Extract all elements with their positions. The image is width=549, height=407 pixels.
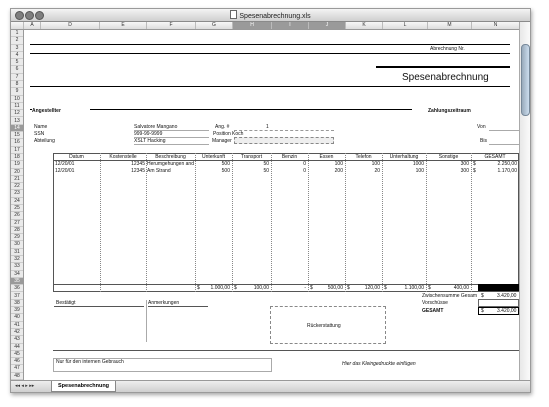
table-header-cell[interactable]: Sonstige: [438, 154, 459, 160]
ssn-label: SSN: [34, 131, 45, 137]
row-header[interactable]: 31: [11, 249, 23, 256]
table-cell[interactable]: $: [473, 161, 476, 167]
column-header-m[interactable]: M: [428, 22, 472, 29]
von-label: Von: [477, 124, 486, 130]
column-header-k[interactable]: K: [346, 22, 383, 29]
zahlungszeitraum-heading: Zahlungszeitraum: [428, 108, 471, 114]
table-cell[interactable]: 12345: [131, 161, 145, 167]
total-cell[interactable]: $: [310, 285, 313, 291]
table-cell[interactable]: Am Strand: [147, 168, 171, 174]
position-value[interactable]: Koch: [232, 131, 244, 137]
total-cell[interactable]: 1.000,00: [210, 285, 230, 291]
field-underline: [134, 137, 209, 138]
row-header[interactable]: 17: [11, 147, 23, 154]
table-header-cell[interactable]: Beschreibung: [155, 154, 186, 160]
row-header[interactable]: 8: [11, 81, 23, 88]
table-cell[interactable]: 2.250,00: [497, 161, 517, 167]
row-header[interactable]: 15: [11, 132, 23, 139]
vorschuesse-field[interactable]: [478, 299, 519, 307]
column-header-n[interactable]: N: [472, 22, 520, 29]
row-header[interactable]: 30: [11, 241, 23, 248]
column-header-f[interactable]: F: [147, 22, 196, 29]
table-cell[interactable]: 12345: [131, 168, 145, 174]
table-cell[interactable]: 20: [374, 168, 380, 174]
signature-line: [54, 306, 144, 307]
field-underline: [134, 130, 209, 131]
row-header[interactable]: 43: [11, 336, 23, 343]
column-header-a[interactable]: A: [24, 22, 41, 29]
row-header[interactable]: 36: [11, 285, 23, 292]
name-label: Name: [34, 124, 48, 130]
row-header[interactable]: 13: [11, 118, 23, 125]
total-cell[interactable]: 100,00: [253, 285, 269, 291]
table-header-cell[interactable]: Benzin: [281, 154, 298, 160]
table-cell[interactable]: $: [473, 168, 476, 174]
window-title: Spesenabrechnung.xls: [11, 10, 530, 20]
table-cell[interactable]: 100: [334, 161, 343, 167]
row-header[interactable]: 4: [11, 52, 23, 59]
row-header[interactable]: 48: [11, 373, 23, 380]
notes-divider: [146, 300, 147, 342]
row-header[interactable]: 19: [11, 161, 23, 168]
gesamt-label: GESAMT: [422, 308, 444, 314]
select-all-corner[interactable]: [11, 22, 24, 29]
vorschuesse-label: Vorschüsse: [422, 300, 448, 306]
column-header-g[interactable]: G: [196, 22, 233, 29]
row-header[interactable]: 25: [11, 205, 23, 212]
row-header[interactable]: 3: [11, 45, 23, 52]
total-cell[interactable]: 400,00: [453, 285, 469, 291]
total-cell[interactable]: $: [384, 285, 387, 291]
total-cell[interactable]: 500,00: [327, 285, 343, 291]
sheet-tab-bar: [11, 380, 530, 392]
total-cell[interactable]: $: [197, 285, 200, 291]
separator-line: [53, 350, 519, 351]
column-header-i[interactable]: I: [272, 22, 309, 29]
row-header[interactable]: 46: [11, 358, 23, 365]
column-header-h[interactable]: H: [233, 22, 272, 29]
zwischensumme-currency: $: [481, 293, 484, 299]
table-cell[interactable]: 300: [460, 161, 469, 167]
table-cell[interactable]: 50: [263, 161, 269, 167]
field-underline: [489, 130, 519, 131]
fine-print-label: Hier das Kleingedruckte einfügen: [342, 361, 416, 367]
row-header[interactable]: 34: [11, 271, 23, 278]
row-header[interactable]: 2: [11, 37, 23, 44]
row-header[interactable]: 35: [11, 278, 23, 285]
row-header[interactable]: 12: [11, 110, 23, 117]
row-header[interactable]: 10: [11, 96, 23, 103]
row-header[interactable]: 20: [11, 169, 23, 176]
row-header-bar: [11, 30, 24, 380]
table-cell[interactable]: 0: [303, 168, 306, 174]
position-label: Position: [213, 131, 231, 137]
row-header[interactable]: 33: [11, 263, 23, 270]
row-header[interactable]: 38: [11, 300, 23, 307]
field-underline: [134, 144, 209, 145]
table-cell[interactable]: 0: [303, 161, 306, 167]
zwischensumme-value[interactable]: 3.420,00: [497, 293, 517, 299]
table-cell[interactable]: 300: [460, 168, 469, 174]
table-header-cell[interactable]: Unterhaltung: [389, 154, 419, 160]
row-header[interactable]: 28: [11, 227, 23, 234]
row-header[interactable]: 26: [11, 212, 23, 219]
table-header-cell[interactable]: GESAMT: [484, 154, 506, 160]
gesamt-value[interactable]: 3.420,00: [497, 308, 517, 314]
table-header-cell[interactable]: Transport: [240, 154, 263, 160]
document-icon: [230, 10, 237, 19]
table-header-cell[interactable]: Telefon: [355, 154, 372, 160]
ssn-value[interactable]: 999-99-9999: [134, 131, 163, 137]
row-header[interactable]: 6: [11, 66, 23, 73]
gesamt-total-cell[interactable]: [478, 284, 519, 291]
column-header-j[interactable]: J: [309, 22, 346, 29]
total-cell[interactable]: 120,00: [364, 285, 380, 291]
row-header[interactable]: 39: [11, 307, 23, 314]
field-underline: [489, 144, 519, 145]
row-header[interactable]: 29: [11, 234, 23, 241]
table-cell[interactable]: 100: [415, 168, 424, 174]
anmerkungen-label: Anmerkungen: [148, 300, 180, 306]
table-cell[interactable]: 50: [263, 168, 269, 174]
column-header-d[interactable]: D: [41, 22, 100, 29]
row-header[interactable]: 27: [11, 220, 23, 227]
table-cell[interactable]: 100: [371, 161, 380, 167]
total-cell[interactable]: -: [304, 285, 306, 291]
separator-line: [90, 109, 412, 110]
column-header-bar: [11, 22, 519, 30]
abteilung-label: Abteilung: [34, 138, 55, 144]
title-rule: [376, 66, 510, 68]
row-header[interactable]: 32: [11, 256, 23, 263]
tab-navigation-arrows[interactable]: ◂◂ ◂ ▸ ▸▸: [15, 383, 35, 389]
vertical-scrollbar[interactable]: [519, 22, 530, 380]
row-header[interactable]: 18: [11, 154, 23, 161]
row-header[interactable]: 44: [11, 344, 23, 351]
table-cell[interactable]: 200: [334, 168, 343, 174]
scrollbar-thumb[interactable]: [521, 44, 530, 116]
zwischensumme-label: Zwischensumme Gesam: [422, 293, 478, 299]
tab-spesenabrechnung[interactable]: Spesenabrechnung: [51, 381, 116, 392]
manager-label: Manager: [212, 138, 232, 144]
table-cell[interactable]: 1.170,00: [497, 168, 517, 174]
title-bar: [11, 9, 530, 22]
row-header[interactable]: 22: [11, 183, 23, 190]
separator-line: [30, 86, 510, 87]
row-header[interactable]: 41: [11, 322, 23, 329]
separator-line: [30, 109, 32, 110]
sheet-grid[interactable]: [24, 30, 519, 380]
row-header[interactable]: 14: [11, 125, 23, 132]
name-value[interactable]: Salvatore Mangano: [134, 124, 178, 130]
row-header[interactable]: 42: [11, 329, 23, 336]
field-underline: [234, 130, 334, 131]
total-cell[interactable]: $: [234, 285, 237, 291]
page-title: Spesenabrechnung: [402, 72, 489, 83]
table-cell[interactable]: 12/20/01: [55, 168, 75, 174]
manager-field[interactable]: [234, 137, 334, 144]
abteilung-value[interactable]: XSLT Hacking: [134, 138, 166, 144]
table-cell[interactable]: 500: [221, 168, 230, 174]
row-header[interactable]: 16: [11, 139, 23, 146]
angestellter-heading: Angestellter: [32, 108, 61, 114]
row-header[interactable]: 1: [11, 30, 23, 37]
spreadsheet-window: [10, 8, 531, 393]
table-header-cell[interactable]: Essen: [319, 154, 334, 160]
table-cell[interactable]: 500: [221, 161, 230, 167]
total-cell[interactable]: $: [347, 285, 350, 291]
ang-value[interactable]: 1: [266, 124, 269, 130]
table-header-cell[interactable]: Unterkunft: [201, 154, 226, 160]
separator-line: [30, 44, 510, 45]
abrechnung-nr-label: Abrechnung Nr.: [430, 46, 465, 52]
row-header[interactable]: 7: [11, 74, 23, 81]
row-header[interactable]: 40: [11, 314, 23, 321]
row-header[interactable]: 45: [11, 351, 23, 358]
row-header[interactable]: 24: [11, 198, 23, 205]
table-cell[interactable]: 12/20/01: [55, 161, 75, 167]
table-header-cell[interactable]: Datum: [69, 154, 84, 160]
gesamt-currency: $: [481, 308, 484, 314]
table-header-cell[interactable]: Kostenstelle: [109, 154, 137, 160]
column-header-l[interactable]: L: [383, 22, 428, 29]
row-header[interactable]: 47: [11, 365, 23, 372]
row-header[interactable]: 21: [11, 176, 23, 183]
ang-label: Ang. #: [215, 124, 230, 130]
table-cell[interactable]: Herumgehungen and: [147, 161, 194, 167]
rueckerstattung-label: Rückerstattung: [307, 323, 341, 329]
row-header[interactable]: 5: [11, 59, 23, 66]
total-cell[interactable]: $: [428, 285, 431, 291]
total-cell[interactable]: 1.100,00: [404, 285, 424, 291]
bis-label: Bis: [480, 138, 487, 144]
bestaetigt-label: Bestätigt: [56, 300, 76, 306]
separator-line: [30, 53, 510, 54]
row-header[interactable]: 23: [11, 190, 23, 197]
row-header[interactable]: 11: [11, 103, 23, 110]
column-header-e[interactable]: E: [100, 22, 147, 29]
internal-use-label: Nur für den internen Gebrauch: [56, 359, 124, 365]
notes-line: [148, 306, 208, 307]
row-header[interactable]: 9: [11, 88, 23, 95]
row-header[interactable]: 37: [11, 293, 23, 300]
table-cell[interactable]: 1000: [412, 161, 424, 167]
